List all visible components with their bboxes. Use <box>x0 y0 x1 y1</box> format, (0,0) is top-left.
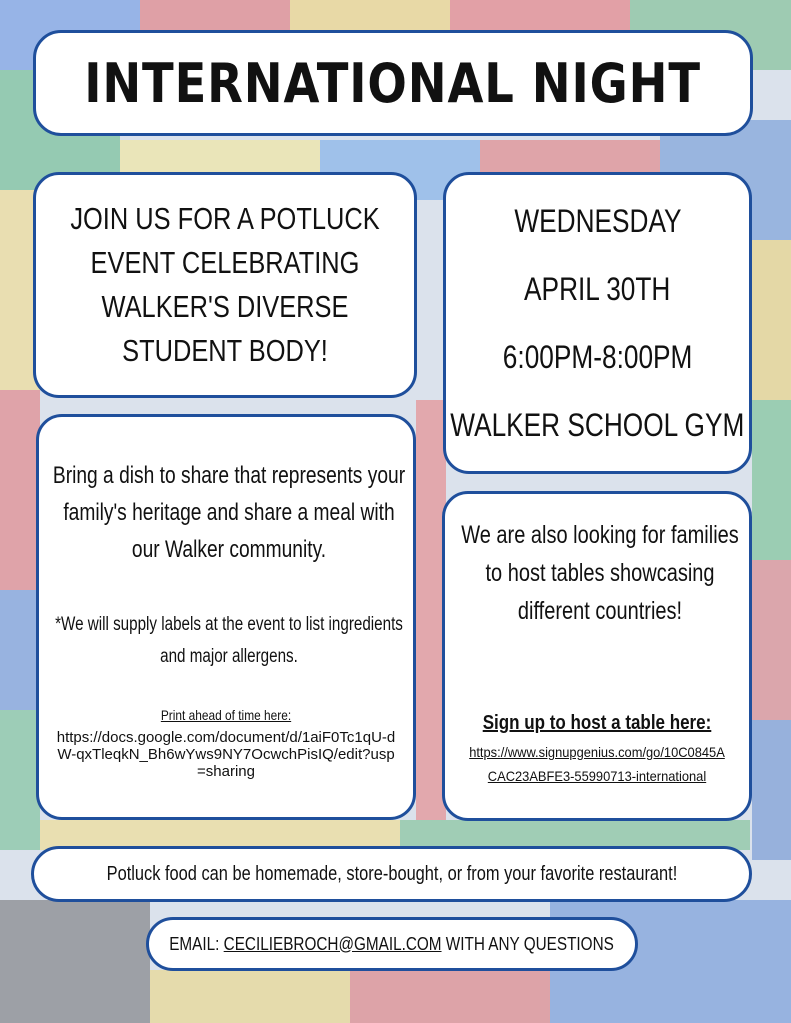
invitation-line: JOIN US FOR A POTLUCK <box>70 201 380 236</box>
invitation-text <box>70 197 380 373</box>
email-prefix: EMAIL: <box>169 933 220 954</box>
page-title: INTERNATIONAL NIGHT <box>84 51 702 115</box>
event-day: WEDNESDAY <box>513 203 682 239</box>
host-table-box <box>442 491 752 821</box>
title-banner <box>33 30 753 136</box>
email-link[interactable]: CECILIEBROCH@GMAIL.COM <box>224 933 443 954</box>
event-location: WALKER SCHOOL GYM <box>450 407 745 443</box>
host-table-text: We are also looking for families to host tables showcasing different countries! <box>461 521 739 625</box>
invitation-line: EVENT CELEBRATING <box>90 245 360 280</box>
event-time: 6:00PM-8:00PM <box>502 339 693 375</box>
dish-info-box <box>36 414 416 820</box>
print-link[interactable]: https://docs.google.com/document/d/1aiF0Tc1qU-dW-qxTleqkN_Bh6wYws9NY7OcwchPisIQ/edit?usp=sharing <box>56 729 396 780</box>
contact-line <box>170 934 615 955</box>
event-details-box <box>443 172 752 474</box>
email-suffix: WITH ANY QUESTIONS <box>446 933 615 954</box>
invitation-line: WALKER'S DIVERSE <box>101 289 349 324</box>
invitation-line: STUDENT BODY! <box>122 333 328 368</box>
event-date: APRIL 30TH <box>524 271 671 307</box>
potluck-note: Potluck food can be homemade, store-bought, or from your favorite restaurant! <box>106 862 677 885</box>
potluck-note-box <box>31 846 752 902</box>
invitation-box <box>33 172 417 398</box>
contact-box <box>146 917 638 971</box>
signup-label: Sign up to host a table here: <box>482 712 712 734</box>
signup-link[interactable]: https://www.signupgenius.com/go/10C0845ACAC23ABFE3-55990713-international <box>469 744 725 784</box>
print-label: Print ahead of time here: <box>160 707 292 723</box>
allergen-note: *We will supply labels at the event to list ingredients and major allergens. <box>55 614 403 667</box>
dish-instructions: Bring a dish to share that represents your family's heritage and share a meal with our Walker community. <box>52 462 406 563</box>
